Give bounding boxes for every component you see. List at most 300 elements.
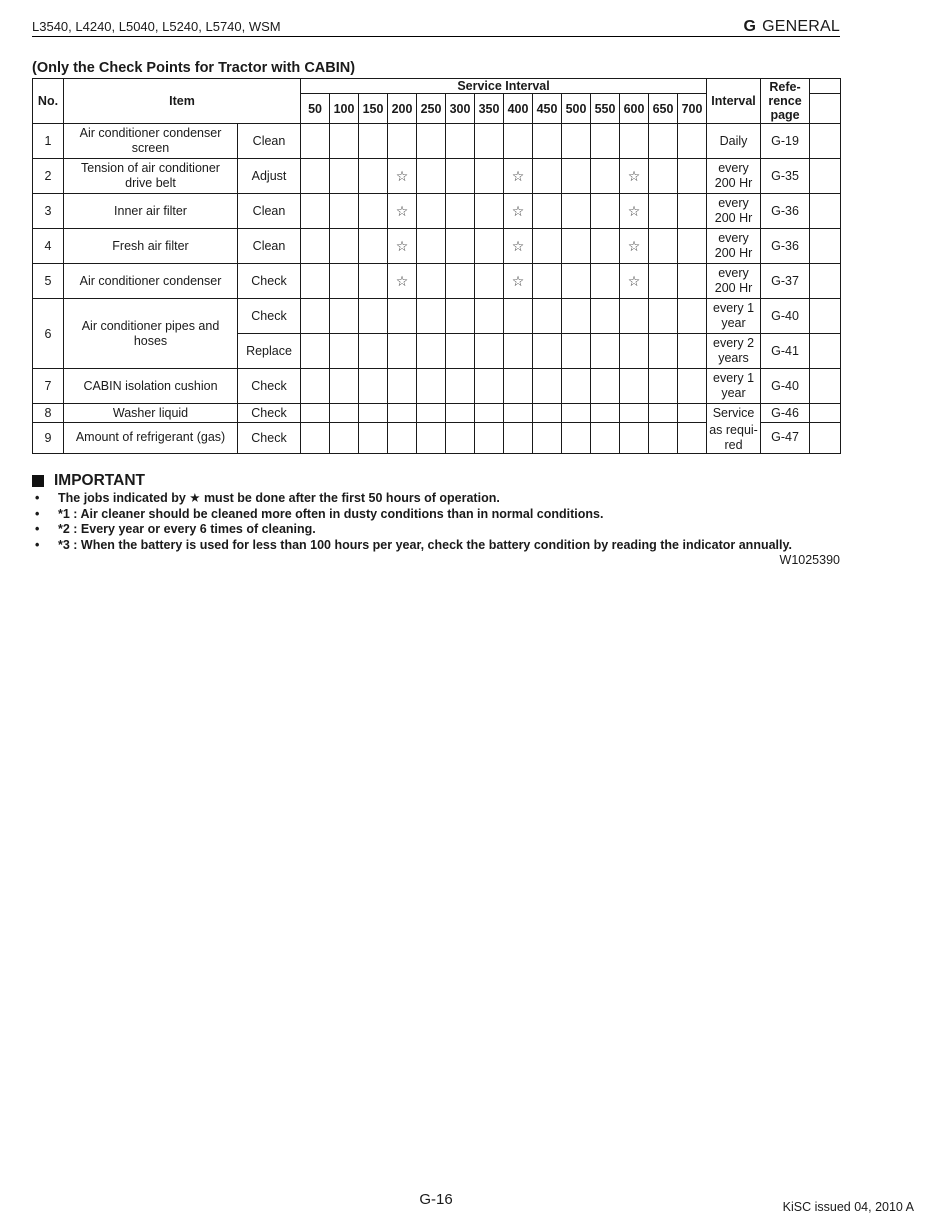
- cell-hour: [301, 194, 330, 229]
- cell-hour: [678, 159, 707, 194]
- cell-interval: [707, 369, 761, 404]
- cell-hour: [678, 264, 707, 299]
- cell-hour: [504, 124, 533, 159]
- note-text: The jobs indicated by ★ must be done after the first 50 hours of operation.: [58, 491, 500, 505]
- cell-interval: [707, 194, 761, 229]
- cell-hour: [359, 124, 388, 159]
- cell-line: hoses: [133, 333, 168, 348]
- cell-hour: [620, 369, 649, 404]
- cell-hour: [446, 124, 475, 159]
- cell-hour: [330, 159, 359, 194]
- cell-hour: [620, 159, 649, 194]
- cell-line: 200 Hr: [714, 246, 753, 260]
- star-icon: ☆: [627, 237, 641, 254]
- cell-hour: [591, 124, 620, 159]
- cell-action: Check: [238, 404, 301, 423]
- star-icon: ☆: [395, 272, 409, 289]
- bullet-icon: •: [35, 491, 40, 505]
- cell-line: 200 Hr: [714, 176, 753, 190]
- important-label: IMPORTANT: [54, 472, 145, 489]
- cell-hour: [649, 194, 678, 229]
- cell-hour: [475, 404, 504, 423]
- cell-reference: G-40: [761, 369, 810, 404]
- cell-hour: [330, 334, 359, 369]
- cell-hour: [446, 194, 475, 229]
- cell-action: Check: [238, 264, 301, 299]
- cell-hour: [330, 404, 359, 423]
- cell-hour: [649, 264, 678, 299]
- cell-line: red: [724, 437, 743, 452]
- table-row: [33, 299, 841, 334]
- important-heading: [32, 472, 145, 490]
- cell-no: 1: [33, 124, 64, 159]
- cell-line: Service: [712, 405, 755, 420]
- cell-hour: [388, 229, 417, 264]
- header-no: No.: [33, 79, 64, 124]
- cell-hour: [620, 404, 649, 423]
- cell-hour: [475, 264, 504, 299]
- issue-info: KiSC issued 04, 2010 A: [782, 1200, 914, 1214]
- cell-hour: [504, 299, 533, 334]
- table-row: [33, 404, 841, 423]
- cell-line: Daily: [719, 133, 748, 148]
- cell-no: 9: [33, 423, 64, 454]
- cell-hour: [678, 369, 707, 404]
- header-extra-blank: [810, 79, 841, 94]
- cell-interval: [707, 404, 761, 423]
- table-row: [33, 369, 841, 404]
- cell-hour: [649, 423, 678, 454]
- page-title: (Only the Check Points for Tractor with CABIN): [32, 60, 356, 76]
- cell-hour: [417, 334, 446, 369]
- cell-hour: [330, 194, 359, 229]
- cell-extra: [810, 194, 841, 229]
- cell-hour: [504, 423, 533, 454]
- cell-interval: [707, 334, 761, 369]
- header-hour: 250: [417, 94, 446, 124]
- table-row: [33, 194, 841, 229]
- cell-line: Air conditioner condenser: [79, 126, 222, 140]
- star-icon: ☆: [511, 167, 525, 184]
- cell-hour: [446, 299, 475, 334]
- header-hour: 150: [359, 94, 388, 124]
- cell-line: years: [718, 351, 749, 365]
- star-icon: ☆: [511, 202, 525, 219]
- cell-hour: [649, 229, 678, 264]
- cell-extra: [810, 299, 841, 334]
- cell-reference: G-36: [761, 194, 810, 229]
- cell-hour: [359, 299, 388, 334]
- cell-hour: [533, 229, 562, 264]
- table-row: [33, 159, 841, 194]
- table-row: [33, 264, 841, 299]
- cell-hour: [678, 124, 707, 159]
- cell-extra: [810, 369, 841, 404]
- cell-hour: [301, 124, 330, 159]
- cell-hour: [620, 229, 649, 264]
- header-hour: 350: [475, 94, 504, 124]
- header-hour: 550: [591, 94, 620, 124]
- cell-item: [64, 124, 238, 159]
- cell-hour: [388, 299, 417, 334]
- cell-reference: G-36: [761, 229, 810, 264]
- cell-extra: [810, 264, 841, 299]
- cell-hour: [504, 264, 533, 299]
- cell-hour: [475, 159, 504, 194]
- cell-hour: [533, 423, 562, 454]
- star-icon: ☆: [395, 237, 409, 254]
- star-icon: ☆: [511, 237, 525, 254]
- cell-hour: [591, 423, 620, 454]
- cell-line: every 1: [713, 371, 755, 385]
- cell-hour: [388, 124, 417, 159]
- cell-hour: [620, 299, 649, 334]
- bullet-icon: •: [35, 522, 40, 536]
- cell-hour: [591, 264, 620, 299]
- cell-line: year: [721, 316, 746, 330]
- cell-hour: [417, 159, 446, 194]
- cell-line: every 2: [713, 336, 755, 350]
- cell-reference: G-35: [761, 159, 810, 194]
- cell-hour: [591, 334, 620, 369]
- cell-line: every 1: [713, 301, 755, 315]
- square-bullet-icon: [32, 475, 44, 487]
- cell-hour: [301, 334, 330, 369]
- cell-item: [64, 159, 238, 194]
- cell-item: [64, 264, 238, 299]
- cell-no: 4: [33, 229, 64, 264]
- cell-line: every: [718, 231, 749, 245]
- cell-hour: [504, 404, 533, 423]
- cell-hour: [475, 423, 504, 454]
- header-rule: [32, 36, 840, 37]
- cell-hour: [301, 159, 330, 194]
- bullet-icon: •: [35, 537, 40, 552]
- cell-hour: [388, 369, 417, 404]
- cell-hour: [475, 334, 504, 369]
- cell-item: [64, 369, 238, 404]
- cell-hour: [562, 194, 591, 229]
- cell-interval: [707, 124, 761, 159]
- cell-hour: [533, 334, 562, 369]
- cell-hour: [562, 264, 591, 299]
- cell-no: 6: [33, 299, 64, 369]
- cell-line: Amount of refrigerant (gas): [75, 430, 226, 445]
- cell-hour: [620, 423, 649, 454]
- cell-item: [64, 299, 238, 369]
- cell-line: Washer liquid: [112, 405, 189, 420]
- cell-extra: [810, 159, 841, 194]
- cell-extra: [810, 404, 841, 423]
- header-reference: [761, 79, 810, 124]
- cell-item: [64, 194, 238, 229]
- header-interval: Interval: [707, 79, 761, 124]
- cell-hour: [301, 229, 330, 264]
- cell-action: Clean: [238, 194, 301, 229]
- cell-reference: G-47: [761, 423, 810, 454]
- cell-action: Clean: [238, 124, 301, 159]
- cell-hour: [446, 404, 475, 423]
- cell-line: as requi-: [709, 422, 758, 437]
- header-reference-line: page: [770, 108, 800, 122]
- header-hour: 100: [330, 94, 359, 124]
- cell-hour: [330, 229, 359, 264]
- table-body: [33, 124, 841, 454]
- cell-action: Check: [238, 423, 301, 454]
- cell-hour: [417, 229, 446, 264]
- cell-reference: G-46: [761, 404, 810, 423]
- cell-no: 3: [33, 194, 64, 229]
- section-name: GENERAL: [762, 18, 840, 35]
- cell-hour: [649, 159, 678, 194]
- note-text: *1 : Air cleaner should be cleaned more often in dusty conditions than in normal conditions.: [58, 506, 604, 521]
- cell-hour: [417, 369, 446, 404]
- star-icon: ☆: [627, 167, 641, 184]
- cell-hour: [359, 404, 388, 423]
- star-icon: ☆: [627, 272, 641, 289]
- cell-hour: [359, 194, 388, 229]
- cell-hour: [504, 369, 533, 404]
- cell-hour: [475, 229, 504, 264]
- cell-hour: [388, 423, 417, 454]
- cell-line: CABIN isolation cushion: [83, 378, 218, 393]
- cell-hour: [562, 229, 591, 264]
- cell-line: Air conditioner pipes and: [81, 318, 220, 333]
- cell-action: Clean: [238, 229, 301, 264]
- cell-hour: [417, 423, 446, 454]
- cell-hour: [533, 404, 562, 423]
- header-hour: 300: [446, 94, 475, 124]
- cell-hour: [359, 229, 388, 264]
- star-icon: ☆: [395, 202, 409, 219]
- cell-hour: [417, 264, 446, 299]
- cell-hour: [504, 194, 533, 229]
- note-text: *3 : When the battery is used for less than 100 hours per year, check the battery condition by reading the indicator annually.: [58, 537, 792, 552]
- cell-action: Check: [238, 369, 301, 404]
- header-reference-line: Refe-: [769, 80, 801, 94]
- important-notes: [32, 491, 792, 553]
- header-hour: 450: [533, 94, 562, 124]
- cell-item: [64, 423, 238, 454]
- cell-hour: [359, 334, 388, 369]
- note-item: [32, 522, 792, 538]
- header-item: Item: [64, 79, 301, 124]
- cell-hour: [678, 423, 707, 454]
- bullet-icon: •: [35, 506, 40, 521]
- cell-hour: [620, 194, 649, 229]
- header-hour: 200: [388, 94, 417, 124]
- cell-hour: [359, 159, 388, 194]
- cell-hour: [620, 334, 649, 369]
- cell-reference: G-41: [761, 334, 810, 369]
- cell-hour: [475, 124, 504, 159]
- cell-hour: [388, 194, 417, 229]
- cell-hour: [388, 404, 417, 423]
- section-letter: G: [743, 18, 757, 35]
- cell-hour: [562, 334, 591, 369]
- cell-hour: [533, 124, 562, 159]
- cell-line: every: [718, 266, 749, 280]
- cell-hour: [533, 159, 562, 194]
- cell-extra: [810, 124, 841, 159]
- cell-hour: [301, 369, 330, 404]
- cell-hour: [417, 194, 446, 229]
- note-item: [32, 538, 792, 554]
- cell-hour: [591, 229, 620, 264]
- cell-hour: [649, 334, 678, 369]
- cell-interval: [707, 159, 761, 194]
- cell-reference: G-40: [761, 299, 810, 334]
- cell-hour: [562, 124, 591, 159]
- cell-hour: [388, 159, 417, 194]
- cell-hour: [562, 423, 591, 454]
- table-row: [33, 124, 841, 159]
- cell-hour: [649, 124, 678, 159]
- cell-hour: [301, 423, 330, 454]
- cell-reference: G-37: [761, 264, 810, 299]
- table-row: [33, 229, 841, 264]
- cell-hour: [330, 369, 359, 404]
- cell-line: Fresh air filter: [112, 238, 189, 253]
- cell-hour: [678, 194, 707, 229]
- cell-line: 200 Hr: [714, 281, 753, 295]
- cell-hour: [533, 299, 562, 334]
- cell-hour: [359, 423, 388, 454]
- star-icon: ☆: [511, 272, 525, 289]
- header-extra-blank: [810, 94, 841, 124]
- cell-line: every: [718, 196, 749, 210]
- cell-line: every: [718, 161, 749, 175]
- cell-hour: [446, 229, 475, 264]
- header-hour: 50: [301, 94, 330, 124]
- cell-hour: [533, 264, 562, 299]
- cell-hour: [359, 264, 388, 299]
- note-text: *2 : Every year or every 6 times of cleaning.: [58, 522, 316, 536]
- cell-hour: [504, 159, 533, 194]
- cell-hour: [591, 159, 620, 194]
- cell-hour: [562, 159, 591, 194]
- cell-hour: [649, 299, 678, 334]
- cell-action: Check: [238, 299, 301, 334]
- cell-hour: [417, 124, 446, 159]
- cell-hour: [475, 194, 504, 229]
- header-models: L3540, L4240, L5040, L5240, L5740, WSM: [32, 19, 281, 34]
- header-hour: 600: [620, 94, 649, 124]
- header-hour: 500: [562, 94, 591, 124]
- cell-hour: [330, 124, 359, 159]
- cell-interval: [707, 299, 761, 334]
- page-number: G-16: [419, 1191, 453, 1208]
- service-interval-table: [32, 78, 841, 454]
- cell-extra: [810, 423, 841, 454]
- cell-hour: [446, 264, 475, 299]
- cell-hour: [330, 423, 359, 454]
- cell-hour: [475, 369, 504, 404]
- cell-hour: [417, 404, 446, 423]
- cell-interval: [707, 229, 761, 264]
- cell-line: year: [721, 386, 746, 400]
- cell-line: Air conditioner condenser: [79, 273, 222, 288]
- cell-hour: [388, 334, 417, 369]
- cell-hour: [678, 404, 707, 423]
- cell-hour: [301, 299, 330, 334]
- header-hour: 650: [649, 94, 678, 124]
- cell-item: [64, 229, 238, 264]
- cell-hour: [620, 264, 649, 299]
- cell-line: screen: [131, 141, 170, 155]
- cell-hour: [301, 264, 330, 299]
- cell-hour: [504, 334, 533, 369]
- cell-hour: [562, 369, 591, 404]
- cell-hour: [649, 404, 678, 423]
- cell-hour: [359, 369, 388, 404]
- cell-extra: [810, 229, 841, 264]
- cell-hour: [446, 423, 475, 454]
- cell-line: 200 Hr: [714, 211, 753, 225]
- cell-no: 8: [33, 404, 64, 423]
- cell-hour: [591, 404, 620, 423]
- cell-hour: [504, 229, 533, 264]
- cell-interval: [707, 264, 761, 299]
- header-hour: 400: [504, 94, 533, 124]
- header-hour: 700: [678, 94, 707, 124]
- cell-hour: [388, 264, 417, 299]
- cell-line: drive belt: [125, 176, 176, 190]
- document-code: W1025390: [779, 553, 840, 567]
- cell-hour: [301, 404, 330, 423]
- cell-hour: [620, 124, 649, 159]
- cell-line: Inner air filter: [114, 203, 187, 218]
- cell-no: 2: [33, 159, 64, 194]
- cell-hour: [649, 369, 678, 404]
- note-item: [32, 507, 792, 523]
- cell-no: 5: [33, 264, 64, 299]
- cell-hour: [417, 299, 446, 334]
- cell-reference: G-19: [761, 124, 810, 159]
- cell-hour: [330, 299, 359, 334]
- cell-hour: [446, 159, 475, 194]
- cell-hour: [591, 194, 620, 229]
- cell-action: Replace: [238, 334, 301, 369]
- cell-hour: [678, 229, 707, 264]
- cell-action: Adjust: [238, 159, 301, 194]
- cell-hour: [591, 369, 620, 404]
- cell-item: [64, 404, 238, 423]
- header-reference-line: rence: [768, 94, 802, 108]
- cell-hour: [562, 404, 591, 423]
- star-icon: ☆: [395, 167, 409, 184]
- header-section: [743, 18, 840, 36]
- cell-extra: [810, 334, 841, 369]
- note-item: [32, 491, 792, 507]
- cell-hour: [533, 369, 562, 404]
- header-service-interval: Service Interval: [301, 79, 707, 94]
- cell-hour: [533, 194, 562, 229]
- cell-hour: [330, 264, 359, 299]
- cell-hour: [678, 334, 707, 369]
- cell-hour: [591, 299, 620, 334]
- star-icon: ☆: [627, 202, 641, 219]
- cell-hour: [475, 299, 504, 334]
- cell-hour: [562, 299, 591, 334]
- table-row: [33, 423, 841, 454]
- cell-hour: [678, 299, 707, 334]
- cell-hour: [446, 369, 475, 404]
- cell-hour: [446, 334, 475, 369]
- cell-line: Tension of air conditioner: [81, 161, 220, 175]
- cell-no: 7: [33, 369, 64, 404]
- cell-interval: [707, 423, 761, 454]
